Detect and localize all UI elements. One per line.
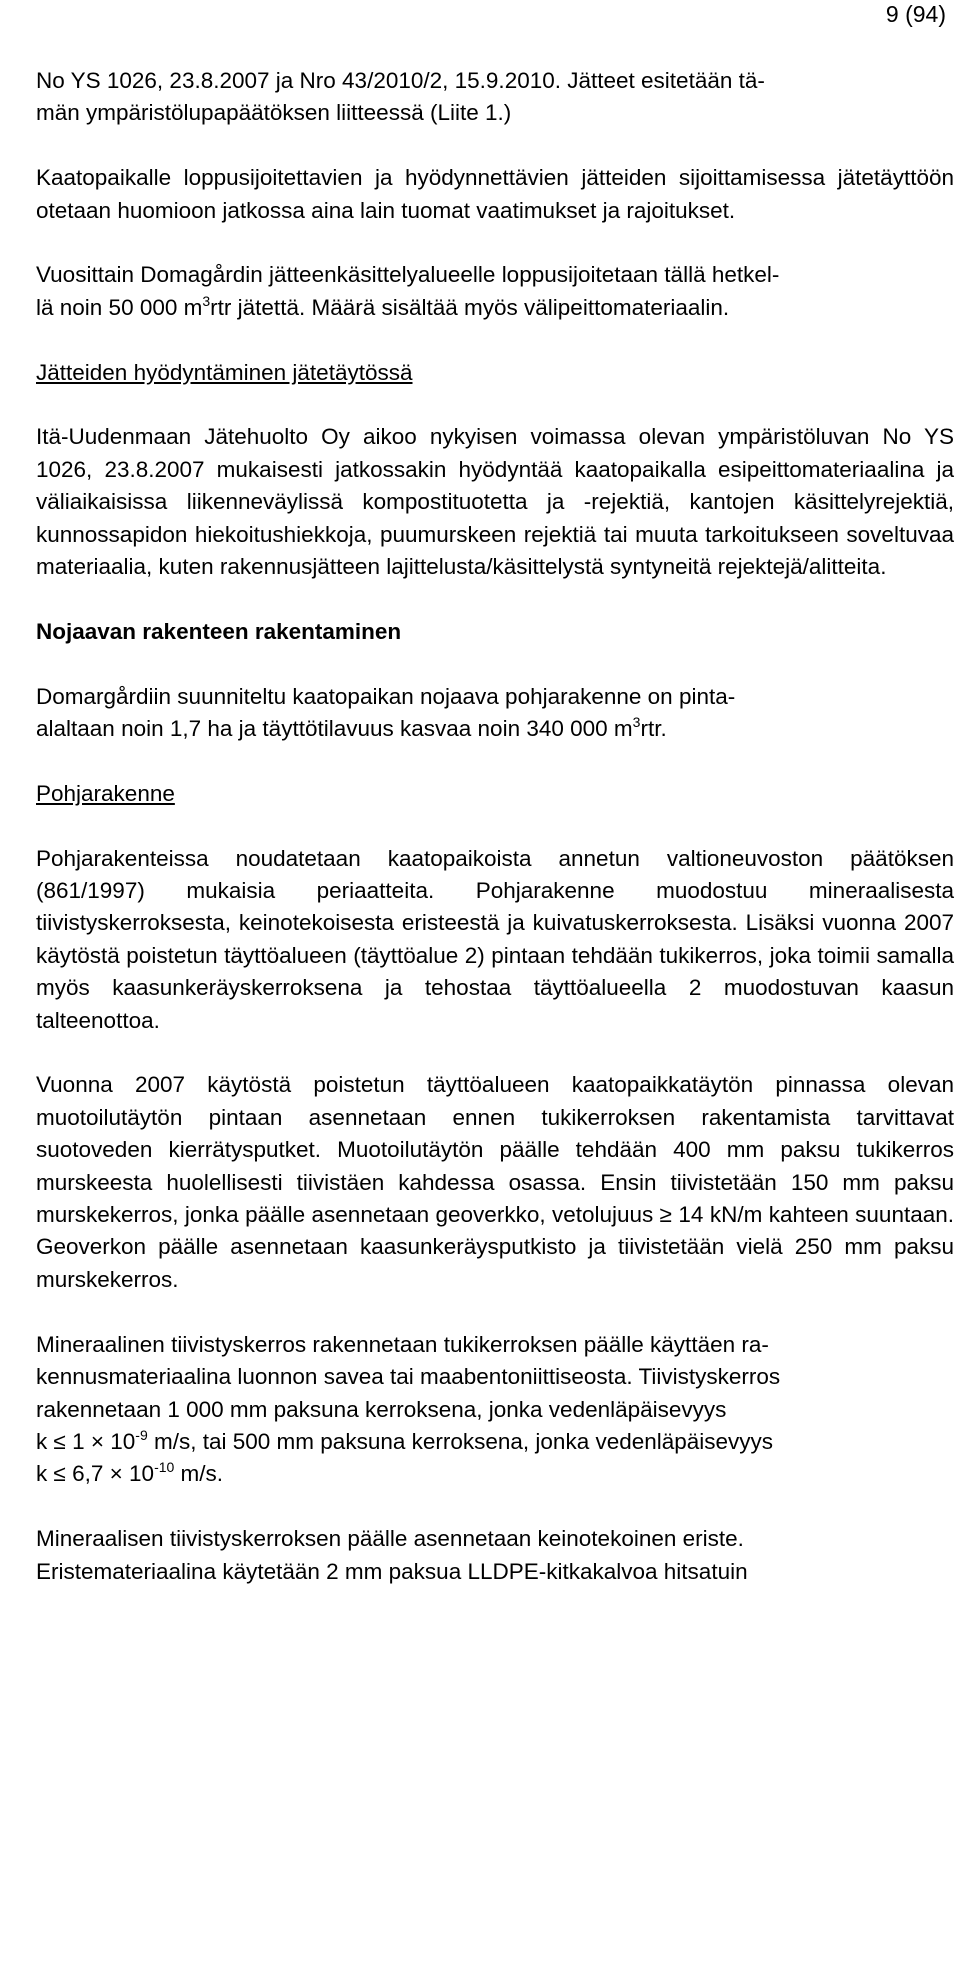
paragraph-line: Eristemateriaalina käytetään 2 mm paksua LLDPE-kitkakalvoa hitsatuin (36, 1558, 748, 1584)
paragraph-line: Domargårdiin suunniteltu kaatopaikan nojaava pohjarakenne on pinta- (36, 683, 736, 709)
paragraph-waste-utilization: Itä-Uudenmaan Jätehuolto Oy aikoo nykyisen voimassa olevan ympäristöluvan No YS 1026, 23.8.2007 mukaisesti jatkossakin hyödyntää kaatopaikalla esipeittomateriaalina ja väliaikaisissa liikenneväylissä kompostituotetta ja -rejektiä, kantojen käsittelyrejektiä, kunnossapidon hiekoitushiekkoja, puumurskeen rejektiä tai muuta tarkoitukseen soveltuvaa materiaalia, kuten rakennusjätteen lajittelusta/käsittelystä syntyneitä rejektejä/alitteita. (36, 424, 954, 580)
paragraph-line: rakennetaan 1 000 mm paksuna kerroksena, jonka vedenläpäisevyys (36, 1396, 727, 1422)
text-run: alaltaan noin 1,7 ha ja täyttötilavuus kasvaa noin 340 000 m (36, 716, 633, 742)
text-run: rtr jätettä. Määrä sisältää myös välipeittomateriaalin. (210, 294, 730, 320)
text-run: rtr. (640, 716, 667, 742)
superscript: 3 (632, 714, 641, 731)
text-run: m/s, tai 500 mm paksuna kerroksena, jonka vedenläpäisevyys (147, 1428, 774, 1454)
text-run: 14 kN/m kahteen suuntaan. Geoverkon päälle asennetaan kaasunkeräysputkisto ja tiivistetään vielä 250 mm paksu murskekerros. (36, 1202, 954, 1292)
paragraph-line: kennusmateriaalina luonnon savea tai maabentoniittiseosta. Tiivistyskerros (36, 1364, 781, 1390)
paragraph-placement-requirements: Kaatopaikalle loppusijoitettavien ja hyödynnettävien jätteiden sijoittamisessa jätetäyttöön otetaan huomioon jatkossa aina lain tuomat vaatimukset ja rajoitukset. (36, 165, 954, 223)
document-body (36, 65, 954, 1588)
paragraph-line: No YS 1026, 23.8.2007 ja Nro 43/2010/2, 15.9.2010. Jätteet esitetään tä- (36, 68, 765, 93)
paragraph-line (36, 1458, 954, 1490)
text-run: Vuonna 2007 käytöstä poistetun täyttöalueen kaatopaikkatäytön pinnassa olevan muotoilutäytön pintaan asennetaan ennen tukikerroksen rakentamista tarvittavat suotoveden kierrätysputket. Muotoilutäytön päälle tehdään 400 mm paksu tukikerros murskeesta huolellisesti tiivistäen kahdessa osassa. Ensin tiivistetään 150 mm paksu murskekerros, jonka päälle asennetaan geoverkko, vetolujuus (36, 1072, 954, 1228)
section-heading-leaning-structure: Nojaavan rakenteen rakentaminen (36, 618, 402, 644)
paragraph-line (36, 1426, 954, 1458)
text-run: m/s. (174, 1461, 224, 1487)
paragraph-line: Mineraalisen tiivistyskerroksen päälle asennetaan keinotekoinen eriste. (36, 1526, 744, 1552)
paragraph-line (36, 713, 954, 745)
paragraph-line: män ympäristölupapäätöksen liitteessä (Liite 1.) (36, 100, 512, 126)
paragraph-base-structure: Pohjarakenteissa noudatetaan kaatopaikoista annetun valtioneuvoston päätöksen (861/1997) mukaisia periaatteita. Pohjarakenne muodostuu mineraalisesta tiivistyskerroksesta, keinotekoisesta eristeestä ja kuivatuskerroksesta. Lisäksi vuonna 2007 käytöstä poistetun täyttöalueen (täyttöalue 2) pintaan tehdään tukikerros, joka toimii samalla myös kaasunkeräyskerroksena ja tehostaa täyttöalueella 2 muodostuvan kaasun talteenottoa. (36, 845, 954, 1033)
superscript: -10 (154, 1459, 175, 1476)
paragraph-synthetic-liner (36, 1523, 954, 1588)
paragraph-line: Mineraalinen tiivistyskerros rakennetaan tukikerroksen päälle käyttäen ra- (36, 1331, 769, 1357)
text-run: k ≤ 1 × 10 (36, 1428, 136, 1454)
section-heading-base-structure: Pohjarakenne (36, 780, 175, 806)
paragraph-line (36, 292, 954, 324)
paragraph-line: Vuosittain Domagårdin jätteenkäsittelyalueelle loppusijoitetaan tällä hetkel- (36, 262, 780, 288)
page-number: 9 (94) (885, 1, 946, 27)
superscript: 3 (202, 292, 211, 309)
superscript: -9 (135, 1426, 148, 1443)
paragraph-annual-volume (36, 259, 954, 324)
paragraph-mineral-sealing-layer (36, 1329, 954, 1491)
section-heading-waste-utilization: Jätteiden hyödyntäminen jätetäytössä (36, 359, 413, 385)
paragraph-leaning-structure (36, 681, 954, 746)
paragraph-support-layer (36, 1069, 954, 1296)
text-run: k ≤ 6,7 × 10 (36, 1461, 155, 1487)
text-run: lä noin 50 000 m (36, 294, 203, 320)
greater-or-equal-symbol: ≥ (659, 1202, 673, 1228)
paragraph-permit-reference (36, 65, 954, 130)
